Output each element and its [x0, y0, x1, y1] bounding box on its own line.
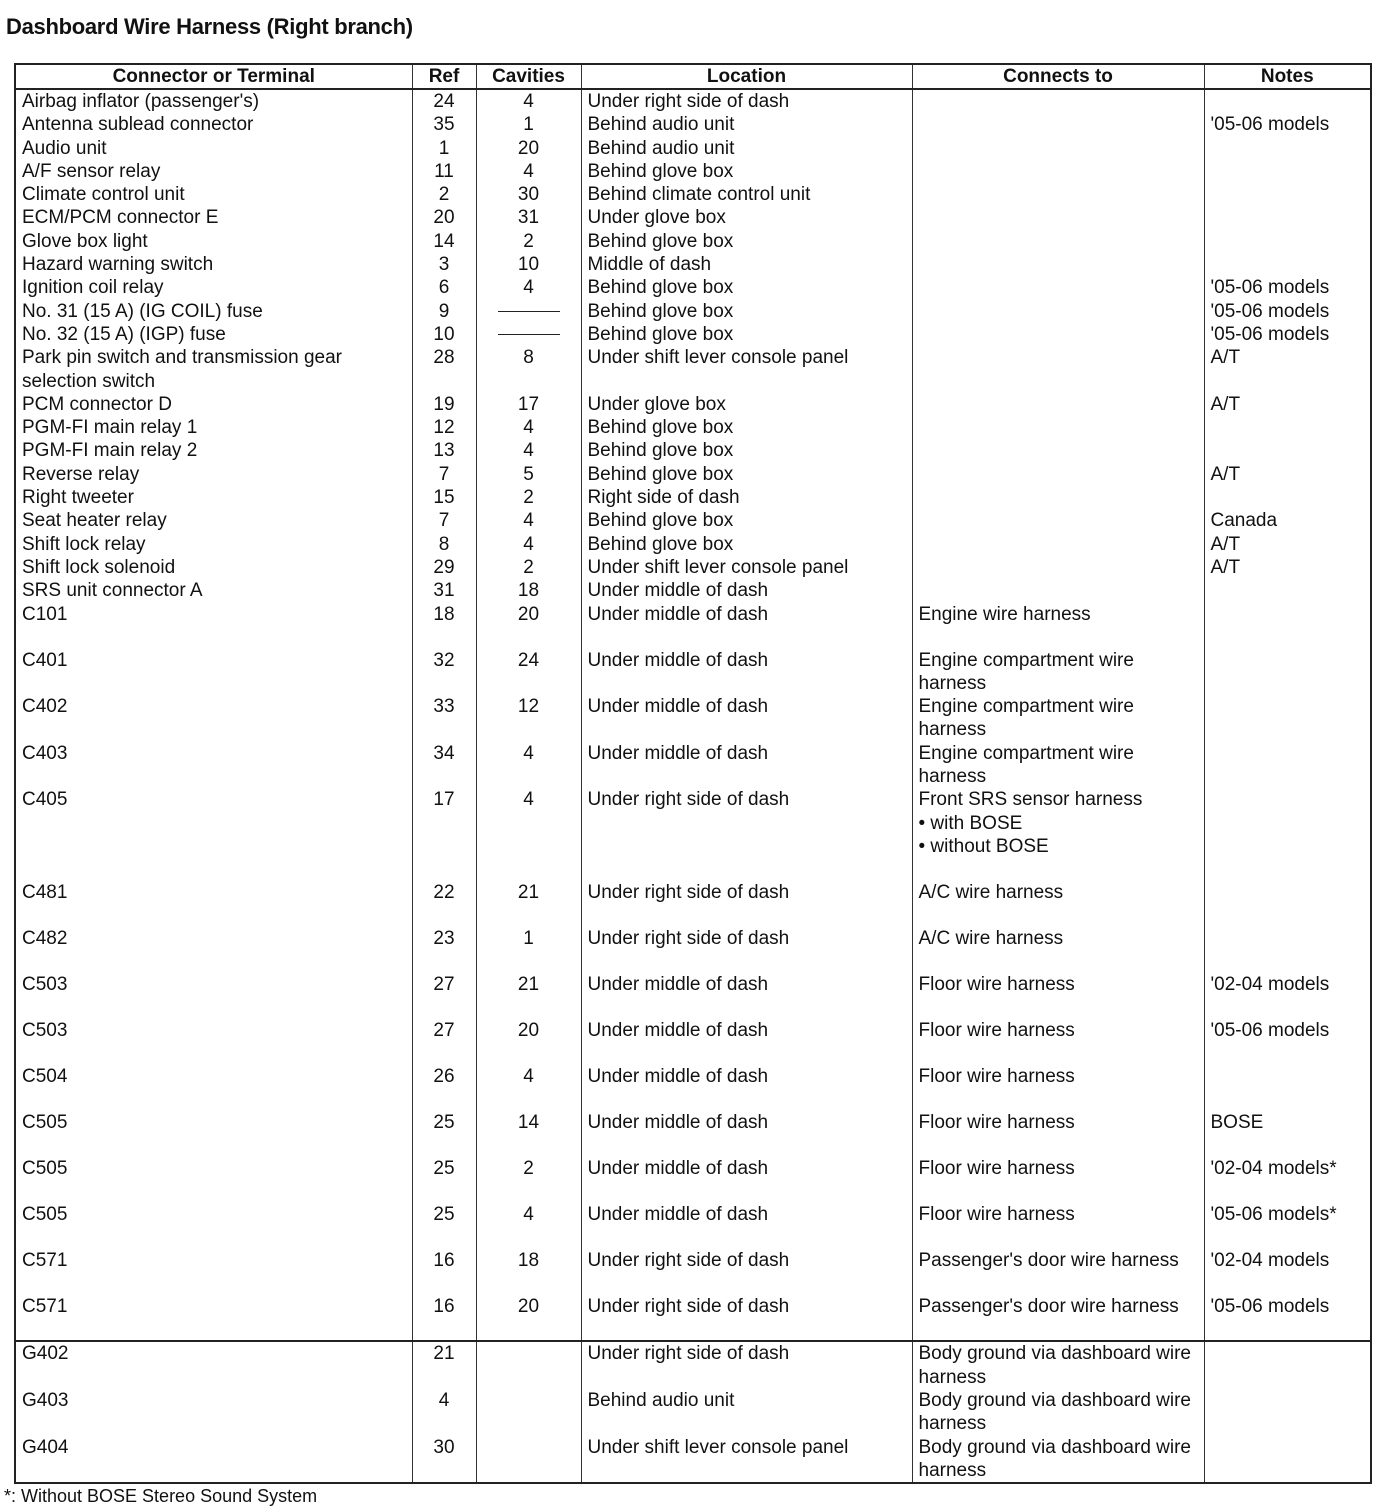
cell-notes — [1204, 439, 1371, 462]
cell-location: Under middle of dash — [581, 695, 912, 742]
cell-notes — [1204, 881, 1371, 927]
cell-ref: 28 — [412, 346, 476, 393]
cell-cavities: 18 — [476, 1249, 581, 1295]
cell-ref: 18 — [412, 603, 476, 649]
cell-location: Under right side of dash — [581, 1249, 912, 1295]
cell-connects-to — [912, 183, 1204, 206]
cell-cavities: 5 — [476, 463, 581, 486]
cell-ref: 25 — [412, 1157, 476, 1203]
table-row — [15, 927, 1371, 973]
cell-connector: C402 — [15, 695, 412, 742]
cell-ref: 7 — [412, 463, 476, 486]
cell-notes — [1204, 1436, 1371, 1484]
cell-cavities: 20 — [476, 603, 581, 649]
cell-location: Behind glove box — [581, 533, 912, 556]
cell-ref: 3 — [412, 253, 476, 276]
cell-location: Under right side of dash — [581, 881, 912, 927]
cell-connects-to: A/C wire harness — [912, 927, 1204, 973]
table-row — [15, 973, 1371, 1019]
cell-cavities: 4 — [476, 276, 581, 299]
cell-notes — [1204, 486, 1371, 509]
cell-notes — [1204, 1389, 1371, 1436]
cell-location: Behind glove box — [581, 323, 912, 346]
cell-ref: 20 — [412, 206, 476, 229]
dash-line — [498, 311, 560, 312]
cell-notes — [1204, 649, 1371, 696]
cell-connector: C403 — [15, 742, 412, 789]
cell-cavities: 2 — [476, 1157, 581, 1203]
cell-notes: A/T — [1210, 463, 1241, 485]
cell-cavities: 1 — [476, 113, 581, 136]
cell-location: Under middle of dash — [581, 579, 912, 602]
cell-notes — [1204, 206, 1371, 229]
cell-ref: 31 — [412, 579, 476, 602]
cell-location: Behind glove box — [581, 416, 912, 439]
cell-cavities: 1 — [476, 927, 581, 973]
cell-connects-to — [912, 160, 1204, 183]
cell-location: Behind glove box — [581, 463, 912, 486]
cell-cavities: 4 — [476, 1065, 581, 1111]
table-row — [15, 137, 1371, 160]
table-row — [15, 463, 1371, 486]
cell-ref: 8 — [412, 533, 476, 556]
cell-connects-to: Body ground via dashboard wire harness — [912, 1341, 1204, 1389]
connector-table — [14, 63, 1372, 1484]
cell-ref: 23 — [412, 927, 476, 973]
cell-connector: Right tweeter — [15, 486, 412, 509]
cell-location: Behind climate control unit — [581, 183, 912, 206]
cell-notes: A/T — [1210, 556, 1241, 578]
cell-cavities: 2 — [476, 486, 581, 509]
table-row — [15, 393, 1371, 416]
cell-connects-to: Engine compartment wire harness — [912, 649, 1204, 696]
cell-cavities: 31 — [476, 206, 581, 229]
dash-line — [498, 334, 560, 335]
cell-ref: 4 — [412, 1389, 476, 1436]
cell-cavities: 4 — [476, 742, 581, 789]
cell-ref: 7 — [412, 509, 476, 532]
cell-notes — [1204, 1341, 1371, 1389]
cell-connects-to — [912, 137, 1204, 160]
cell-cavities: 17 — [476, 393, 581, 416]
header-row — [15, 64, 1371, 89]
cell-connector: PCM connector D — [15, 393, 412, 416]
table-row — [15, 89, 1371, 113]
cell-notes: '02-04 models* — [1210, 1158, 1337, 1180]
cell-ref: 25 — [412, 1111, 476, 1157]
cell-connects-to — [912, 230, 1204, 253]
cell-connector: C503 — [15, 973, 412, 1019]
header-connects-to: Connects to — [912, 64, 1204, 89]
cell-connector: C401 — [15, 649, 412, 696]
cell-connector: A/F sensor relay — [15, 160, 412, 183]
cell-cavities: 4 — [476, 89, 581, 113]
cell-location: Under right side of dash — [581, 1341, 912, 1389]
table-row — [15, 416, 1371, 439]
cell-connector: C482 — [15, 927, 412, 973]
cell-cavities — [476, 300, 581, 323]
cell-ref: 34 — [412, 742, 476, 789]
table-row — [15, 486, 1371, 509]
table-row — [15, 695, 1371, 742]
table-row — [15, 788, 1371, 881]
cell-location: Under right side of dash — [581, 1295, 912, 1341]
cell-connects-to — [912, 253, 1204, 276]
cell-location: Middle of dash — [581, 253, 912, 276]
cell-ref: 16 — [412, 1249, 476, 1295]
cell-ref: 15 — [412, 486, 476, 509]
table-row — [15, 206, 1371, 229]
cell-connects-to: Floor wire harness — [912, 1203, 1204, 1249]
cell-notes: '02-04 models — [1210, 1250, 1330, 1272]
cell-notes: A/T — [1210, 347, 1241, 369]
cell-notes: '05-06 models — [1210, 277, 1330, 299]
cell-connects-to — [912, 486, 1204, 509]
cell-notes: '02-04 models — [1210, 974, 1330, 996]
cell-ref: 25 — [412, 1203, 476, 1249]
cell-ref: 6 — [412, 276, 476, 299]
cell-ref: 12 — [412, 416, 476, 439]
cell-connects-to — [912, 113, 1204, 136]
cell-location: Under right side of dash — [581, 89, 912, 113]
cell-cavities: 8 — [476, 346, 581, 393]
cell-connects-to: Passenger's door wire harness — [912, 1295, 1204, 1341]
header-ref: Ref — [412, 64, 476, 89]
cell-connects-to — [912, 300, 1204, 323]
cell-connector: Antenna sublead connector — [15, 113, 412, 136]
cell-ref: 13 — [412, 439, 476, 462]
connects-to-line: • with BOSE — [918, 812, 1023, 834]
cell-connects-to: Floor wire harness — [912, 1157, 1204, 1203]
cell-ref: 10 — [412, 323, 476, 346]
cell-notes: '05-06 models — [1210, 1296, 1330, 1318]
cell-ref: 30 — [412, 1436, 476, 1484]
cell-location: Under middle of dash — [581, 1111, 912, 1157]
cell-location: Behind audio unit — [581, 137, 912, 160]
cell-ref: 22 — [412, 881, 476, 927]
cell-connects-to — [912, 89, 1204, 113]
cell-cavities: 14 — [476, 1111, 581, 1157]
cell-connector: Glove box light — [15, 230, 412, 253]
cell-connector: Climate control unit — [15, 183, 412, 206]
cell-location: Behind audio unit — [581, 113, 912, 136]
cell-notes — [1204, 742, 1371, 789]
cell-connects-to: Engine wire harness — [912, 603, 1204, 649]
cell-location: Behind glove box — [581, 509, 912, 532]
cell-cavities: 4 — [476, 788, 581, 881]
cell-connects-to: Body ground via dashboard wire harness — [912, 1389, 1204, 1436]
cell-ref: 14 — [412, 230, 476, 253]
table-row — [15, 1295, 1371, 1341]
cell-connector: PGM-FI main relay 2 — [15, 439, 412, 462]
cell-cavities: 4 — [476, 160, 581, 183]
cell-cavities: 12 — [476, 695, 581, 742]
table-row — [15, 649, 1371, 696]
cell-location: Under middle of dash — [581, 649, 912, 696]
cell-location: Under shift lever console panel — [581, 346, 912, 393]
cell-ref: 27 — [412, 1019, 476, 1065]
cell-location: Right side of dash — [581, 486, 912, 509]
cell-cavities: 20 — [476, 137, 581, 160]
table-row — [15, 603, 1371, 649]
cell-connector: C405 — [15, 788, 412, 881]
table-row — [15, 1111, 1371, 1157]
table-row — [15, 1249, 1371, 1295]
cell-notes — [1204, 137, 1371, 160]
cell-connector: ECM/PCM connector E — [15, 206, 412, 229]
cell-notes: A/T — [1210, 533, 1241, 555]
cell-notes — [1204, 579, 1371, 602]
table-row — [15, 300, 1371, 323]
cell-connects-to — [912, 788, 1204, 881]
cell-connector: No. 31 (15 A) (IG COIL) fuse — [15, 300, 412, 323]
page-title: Dashboard Wire Harness (Right branch) — [6, 14, 413, 39]
cell-ref: 17 — [412, 788, 476, 881]
table-row — [15, 323, 1371, 346]
cell-cavities — [476, 1436, 581, 1484]
table-row — [15, 742, 1371, 789]
table-row — [15, 1341, 1371, 1389]
cell-location: Under middle of dash — [581, 603, 912, 649]
cell-location: Under middle of dash — [581, 973, 912, 1019]
cell-connector: C481 — [15, 881, 412, 927]
cell-cavities: 30 — [476, 183, 581, 206]
cell-cavities: 4 — [476, 533, 581, 556]
connects-to-line: Front SRS sensor harness — [918, 789, 1143, 811]
cell-connector: C571 — [15, 1249, 412, 1295]
cell-connector: C505 — [15, 1111, 412, 1157]
cell-ref: 27 — [412, 973, 476, 1019]
cell-ref: 11 — [412, 160, 476, 183]
table-row — [15, 346, 1371, 393]
cell-connects-to — [912, 509, 1204, 532]
cell-connector: Airbag inflator (passenger's) — [15, 89, 412, 113]
cell-location: Behind glove box — [581, 276, 912, 299]
cell-connector: Shift lock solenoid — [15, 556, 412, 579]
cell-notes — [1204, 230, 1371, 253]
cell-connector: No. 32 (15 A) (IGP) fuse — [15, 323, 412, 346]
header-connector: Connector or Terminal — [15, 64, 412, 89]
cell-connects-to — [912, 206, 1204, 229]
cell-ref: 33 — [412, 695, 476, 742]
cell-ref: 2 — [412, 183, 476, 206]
table-row — [15, 556, 1371, 579]
cell-location: Under middle of dash — [581, 1203, 912, 1249]
table-row — [15, 1389, 1371, 1436]
cell-connector: Seat heater relay — [15, 509, 412, 532]
cell-ref: 9 — [412, 300, 476, 323]
cell-connector: Shift lock relay — [15, 533, 412, 556]
table-row — [15, 1157, 1371, 1203]
table-row — [15, 276, 1371, 299]
table-row — [15, 1436, 1371, 1484]
cell-connector: C505 — [15, 1203, 412, 1249]
cell-connects-to: A/C wire harness — [912, 881, 1204, 927]
cell-connects-to — [912, 323, 1204, 346]
cell-ref: 19 — [412, 393, 476, 416]
cell-connects-to: Passenger's door wire harness — [912, 1249, 1204, 1295]
table-row — [15, 183, 1371, 206]
table-row — [15, 1019, 1371, 1065]
header-notes: Notes — [1204, 64, 1371, 89]
cell-notes — [1204, 788, 1371, 881]
cell-notes — [1204, 695, 1371, 742]
cell-location: Under right side of dash — [581, 788, 912, 881]
cell-notes — [1204, 160, 1371, 183]
cell-connects-to — [912, 393, 1204, 416]
cell-connects-to: Engine compartment wire harness — [912, 742, 1204, 789]
cell-connects-to — [912, 556, 1204, 579]
connects-to-line: • without BOSE — [918, 835, 1049, 857]
table-row — [15, 1065, 1371, 1111]
cell-location: Behind audio unit — [581, 1389, 912, 1436]
cell-connects-to: Floor wire harness — [912, 1065, 1204, 1111]
table-row — [15, 230, 1371, 253]
cell-ref: 35 — [412, 113, 476, 136]
cell-location: Under middle of dash — [581, 1157, 912, 1203]
cell-notes — [1204, 1065, 1371, 1111]
cell-connector: G402 — [15, 1341, 412, 1389]
cell-connects-to: Body ground via dashboard wire harness — [912, 1436, 1204, 1484]
cell-cavities: 4 — [476, 1203, 581, 1249]
cell-connector: C504 — [15, 1065, 412, 1111]
cell-notes: BOSE — [1210, 1112, 1264, 1134]
table-row — [15, 253, 1371, 276]
cell-cavities: 4 — [476, 509, 581, 532]
table-row — [15, 509, 1371, 532]
cell-location: Under shift lever console panel — [581, 556, 912, 579]
cell-cavities: 18 — [476, 579, 581, 602]
cell-location: Behind glove box — [581, 230, 912, 253]
cell-cavities: 20 — [476, 1019, 581, 1065]
cell-connector: C571 — [15, 1295, 412, 1341]
cell-connector: Ignition coil relay — [15, 276, 412, 299]
cell-location: Under middle of dash — [581, 1019, 912, 1065]
cell-location: Under glove box — [581, 393, 912, 416]
cell-ref: 21 — [412, 1341, 476, 1389]
table-row — [15, 113, 1371, 136]
cell-connects-to: Floor wire harness — [912, 1111, 1204, 1157]
cell-notes — [1204, 89, 1371, 113]
cell-connector: G403 — [15, 1389, 412, 1436]
cell-connector: SRS unit connector A — [15, 579, 412, 602]
cell-connector: C101 — [15, 603, 412, 649]
table-row — [15, 439, 1371, 462]
cell-ref: 32 — [412, 649, 476, 696]
cell-cavities: 20 — [476, 1295, 581, 1341]
cell-connector: Park pin switch and transmission gear selection switch — [15, 346, 412, 393]
cell-notes — [1204, 603, 1371, 649]
cell-notes: '05-06 models — [1210, 323, 1330, 345]
cell-cavities: 21 — [476, 973, 581, 1019]
table-row — [15, 881, 1371, 927]
cell-ref: 26 — [412, 1065, 476, 1111]
cell-notes — [1204, 253, 1371, 276]
cell-notes: '05-06 models* — [1210, 1204, 1337, 1226]
cell-notes — [1204, 927, 1371, 973]
cell-ref: 29 — [412, 556, 476, 579]
table-row — [15, 160, 1371, 183]
cell-cavities: 2 — [476, 556, 581, 579]
table-row — [15, 533, 1371, 556]
cell-cavities — [476, 1341, 581, 1389]
cell-notes — [1204, 183, 1371, 206]
cell-cavities: 4 — [476, 439, 581, 462]
table-row — [15, 1203, 1371, 1249]
cell-location: Behind glove box — [581, 160, 912, 183]
cell-connector: Audio unit — [15, 137, 412, 160]
header-cavities: Cavities — [476, 64, 581, 89]
cell-cavities: 24 — [476, 649, 581, 696]
cell-notes: '05-06 models — [1210, 1020, 1330, 1042]
cell-cavities: 4 — [476, 416, 581, 439]
cell-connects-to: Engine compartment wire harness — [912, 695, 1204, 742]
cell-connects-to — [912, 346, 1204, 393]
cell-cavities: 21 — [476, 881, 581, 927]
cell-cavities: 10 — [476, 253, 581, 276]
cell-connector: G404 — [15, 1436, 412, 1484]
cell-connects-to — [912, 276, 1204, 299]
cell-connects-to — [912, 463, 1204, 486]
cell-notes: Canada — [1210, 510, 1278, 532]
cell-notes: A/T — [1210, 393, 1241, 415]
cell-connects-to — [912, 416, 1204, 439]
cell-notes: '05-06 models — [1210, 114, 1330, 136]
cell-location: Under right side of dash — [581, 927, 912, 973]
cell-ref: 1 — [412, 137, 476, 160]
cell-cavities — [476, 1389, 581, 1436]
cell-ref: 24 — [412, 89, 476, 113]
cell-connects-to: Floor wire harness — [912, 973, 1204, 1019]
cell-notes: '05-06 models — [1210, 300, 1330, 322]
cell-connector: C505 — [15, 1157, 412, 1203]
cell-connects-to: Floor wire harness — [912, 1019, 1204, 1065]
cell-connects-to — [912, 439, 1204, 462]
cell-connector: PGM-FI main relay 1 — [15, 416, 412, 439]
cell-connects-to — [912, 533, 1204, 556]
cell-ref: 16 — [412, 1295, 476, 1341]
cell-connector: Hazard warning switch — [15, 253, 412, 276]
cell-connector: Reverse relay — [15, 463, 412, 486]
header-location: Location — [581, 64, 912, 89]
cell-location: Under middle of dash — [581, 1065, 912, 1111]
cell-cavities — [476, 323, 581, 346]
cell-location: Under shift lever console panel — [581, 1436, 912, 1484]
cell-location: Under middle of dash — [581, 742, 912, 789]
cell-cavities: 2 — [476, 230, 581, 253]
cell-notes — [1204, 416, 1371, 439]
cell-location: Behind glove box — [581, 439, 912, 462]
footnote: *: Without BOSE Stereo Sound System — [4, 1486, 318, 1506]
cell-connects-to — [912, 579, 1204, 602]
cell-connector: C503 — [15, 1019, 412, 1065]
table-row — [15, 579, 1371, 602]
cell-location: Under glove box — [581, 206, 912, 229]
cell-location: Behind glove box — [581, 300, 912, 323]
